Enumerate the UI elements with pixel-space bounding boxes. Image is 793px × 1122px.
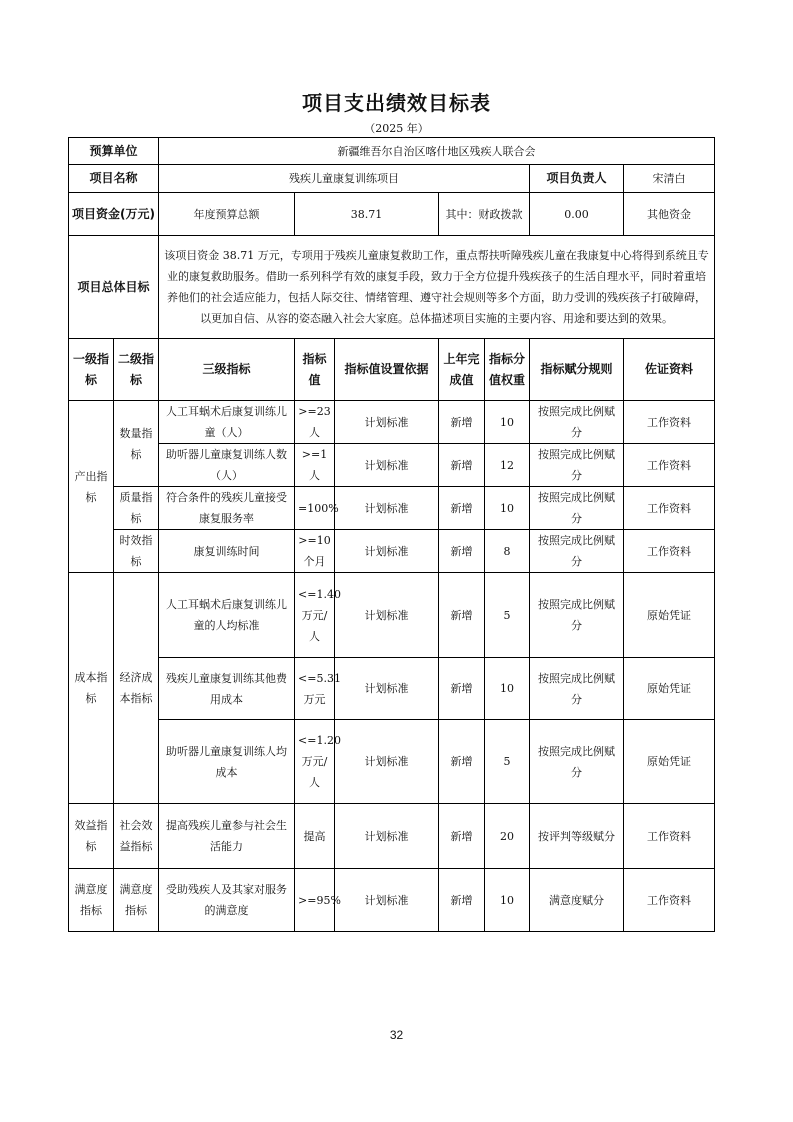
level3-indicator: 助听器儿童康复训练人数（人） [159, 444, 295, 487]
table-row [69, 401, 715, 444]
indicator-weight: 5 [485, 720, 530, 804]
previous-value: 新增 [439, 573, 485, 658]
previous-value: 新增 [439, 487, 485, 530]
table-row [69, 444, 715, 487]
indicator-basis: 计划标准 [335, 487, 439, 530]
fiscal-appropriation-label: 其中：财政拨款 [439, 193, 530, 236]
evidence: 工作资料 [624, 804, 715, 869]
evidence: 原始凭证 [624, 573, 715, 658]
indicator-basis: 计划标准 [335, 720, 439, 804]
evidence: 工作资料 [624, 487, 715, 530]
column-header: 上年完成值 [439, 339, 485, 401]
level3-indicator: 受助残疾人及其家对服务的满意度 [159, 869, 295, 932]
annual-total-label: 年度预算总额 [159, 193, 295, 236]
scoring-rule: 满意度赋分 [530, 869, 624, 932]
evidence: 工作资料 [624, 869, 715, 932]
project-responsible-label: 项目负责人 [530, 165, 624, 193]
project-name-value: 残疾儿童康复训练项目 [159, 165, 530, 193]
scoring-rule: 按照完成比例赋分 [530, 573, 624, 658]
indicator-basis: 计划标准 [335, 401, 439, 444]
previous-value: 新增 [439, 401, 485, 444]
year-label: （2025 年） [364, 122, 429, 135]
indicator-weight: 10 [485, 658, 530, 720]
overall-goal-label: 项目总体目标 [69, 236, 159, 339]
indicator-value: <=1.40万元/人 [295, 573, 335, 658]
evidence: 工作资料 [624, 401, 715, 444]
level3-indicator: 助听器儿童康复训练人均成本 [159, 720, 295, 804]
table-row [69, 487, 715, 530]
fiscal-appropriation-value: 0.00 [530, 193, 624, 236]
indicator-basis: 计划标准 [335, 444, 439, 487]
level3-indicator: 残疾儿童康复训练其他费用成本 [159, 658, 295, 720]
level1-indicator: 效益指标 [69, 804, 114, 869]
indicator-weight: 20 [485, 804, 530, 869]
previous-value: 新增 [439, 658, 485, 720]
level2-indicator: 质量指标 [114, 487, 159, 530]
level2-indicator: 经济成本指标 [114, 573, 159, 804]
level2-indicator: 时效指标 [114, 530, 159, 573]
indicator-weight: 12 [485, 444, 530, 487]
scoring-rule: 按照完成比例赋分 [530, 444, 624, 487]
indicator-value: >=95% [295, 869, 335, 932]
indicator-basis: 计划标准 [335, 804, 439, 869]
project-name-label: 项目名称 [69, 165, 159, 193]
table-row [69, 573, 715, 658]
project-responsible-value: 宋清白 [624, 165, 715, 193]
indicator-value: >=10个月 [295, 530, 335, 573]
column-header: 指标分值权重 [485, 339, 530, 401]
level1-indicator: 产出指标 [69, 401, 114, 573]
level2-indicator: 满意度指标 [114, 869, 159, 932]
evidence: 工作资料 [624, 444, 715, 487]
table-row [69, 658, 715, 720]
indicator-weight: 10 [485, 487, 530, 530]
indicator-value: <=1.20万元/人 [295, 720, 335, 804]
scoring-rule: 按照完成比例赋分 [530, 401, 624, 444]
table-row [69, 869, 715, 932]
evidence: 工作资料 [624, 530, 715, 573]
level3-indicator: 提高残疾儿童参与社会生活能力 [159, 804, 295, 869]
scoring-rule: 按照完成比例赋分 [530, 720, 624, 804]
previous-value: 新增 [439, 720, 485, 804]
previous-value: 新增 [439, 804, 485, 869]
column-header: 指标赋分规则 [530, 339, 624, 401]
column-header: 三级指标 [159, 339, 295, 401]
indicator-value: 提高 [295, 804, 335, 869]
indicator-basis: 计划标准 [335, 573, 439, 658]
table-row [69, 804, 715, 869]
level1-indicator: 成本指标 [69, 573, 114, 804]
budget-unit-label: 预算单位 [69, 138, 159, 165]
level2-indicator: 数量指标 [114, 401, 159, 487]
level2-indicator: 社会效益指标 [114, 804, 159, 869]
budget-unit-value: 新疆维吾尔自治区喀什地区残疾人联合会 [159, 138, 715, 165]
indicator-weight: 8 [485, 530, 530, 573]
scoring-rule: 按评判等级赋分 [530, 804, 624, 869]
previous-value: 新增 [439, 530, 485, 573]
previous-value: 新增 [439, 869, 485, 932]
indicator-weight: 10 [485, 401, 530, 444]
indicator-basis: 计划标准 [335, 530, 439, 573]
table-row [69, 720, 715, 804]
scoring-rule: 按照完成比例赋分 [530, 658, 624, 720]
scoring-rule: 按照完成比例赋分 [530, 530, 624, 573]
page-title: 项目支出绩效目标表 [302, 91, 491, 115]
indicator-basis: 计划标准 [335, 869, 439, 932]
column-header: 二级指标 [114, 339, 159, 401]
performance-target-table [68, 137, 715, 932]
table-row [69, 530, 715, 573]
level1-indicator: 满意度指标 [69, 869, 114, 932]
evidence: 原始凭证 [624, 658, 715, 720]
indicator-value: >=23人 [295, 401, 335, 444]
evidence: 原始凭证 [624, 720, 715, 804]
other-funds-label: 其他资金 [624, 193, 715, 236]
previous-value: 新增 [439, 444, 485, 487]
level3-indicator: 符合条件的残疾儿童接受康复服务率 [159, 487, 295, 530]
column-header: 指标值设置依据 [335, 339, 439, 401]
indicator-value: >=1人 [295, 444, 335, 487]
level3-indicator: 人工耳蜗术后康复训练儿童（人） [159, 401, 295, 444]
column-header: 指标值 [295, 339, 335, 401]
column-header: 一级指标 [69, 339, 114, 401]
column-header: 佐证资料 [624, 339, 715, 401]
level3-indicator: 康复训练时间 [159, 530, 295, 573]
overall-goal-text: 该项目资金 38.71 万元，专项用于残疾儿童康复救助工作，重点帮扶听障残疾儿童在我康复中心将得到系统且专业的康复救助服务。借助一系列科学有效的康复手段，致力于全方位提升残疾孩子的生活自理水平，同时着重培养他们的社会适应能力，包括人际交往、情绪管理、遵守社会规则等多个方面，助力受训的残疾孩子打破障碍，以更加自信、从容的姿态融入社会大家庭。总体描述项目实施的主要内容、用途和要达到的效果。 [159, 236, 715, 339]
scoring-rule: 按照完成比例赋分 [530, 487, 624, 530]
level3-indicator: 人工耳蜗术后康复训练儿童的人均标准 [159, 573, 295, 658]
page-number: 32 [389, 1028, 404, 1042]
indicator-basis: 计划标准 [335, 658, 439, 720]
indicator-value: =100% [295, 487, 335, 530]
project-funds-label: 项目资金(万元) [69, 193, 159, 236]
indicator-weight: 5 [485, 573, 530, 658]
annual-total-value: 38.71 [295, 193, 439, 236]
indicator-value: <=5.31万元 [295, 658, 335, 720]
indicator-weight: 10 [485, 869, 530, 932]
